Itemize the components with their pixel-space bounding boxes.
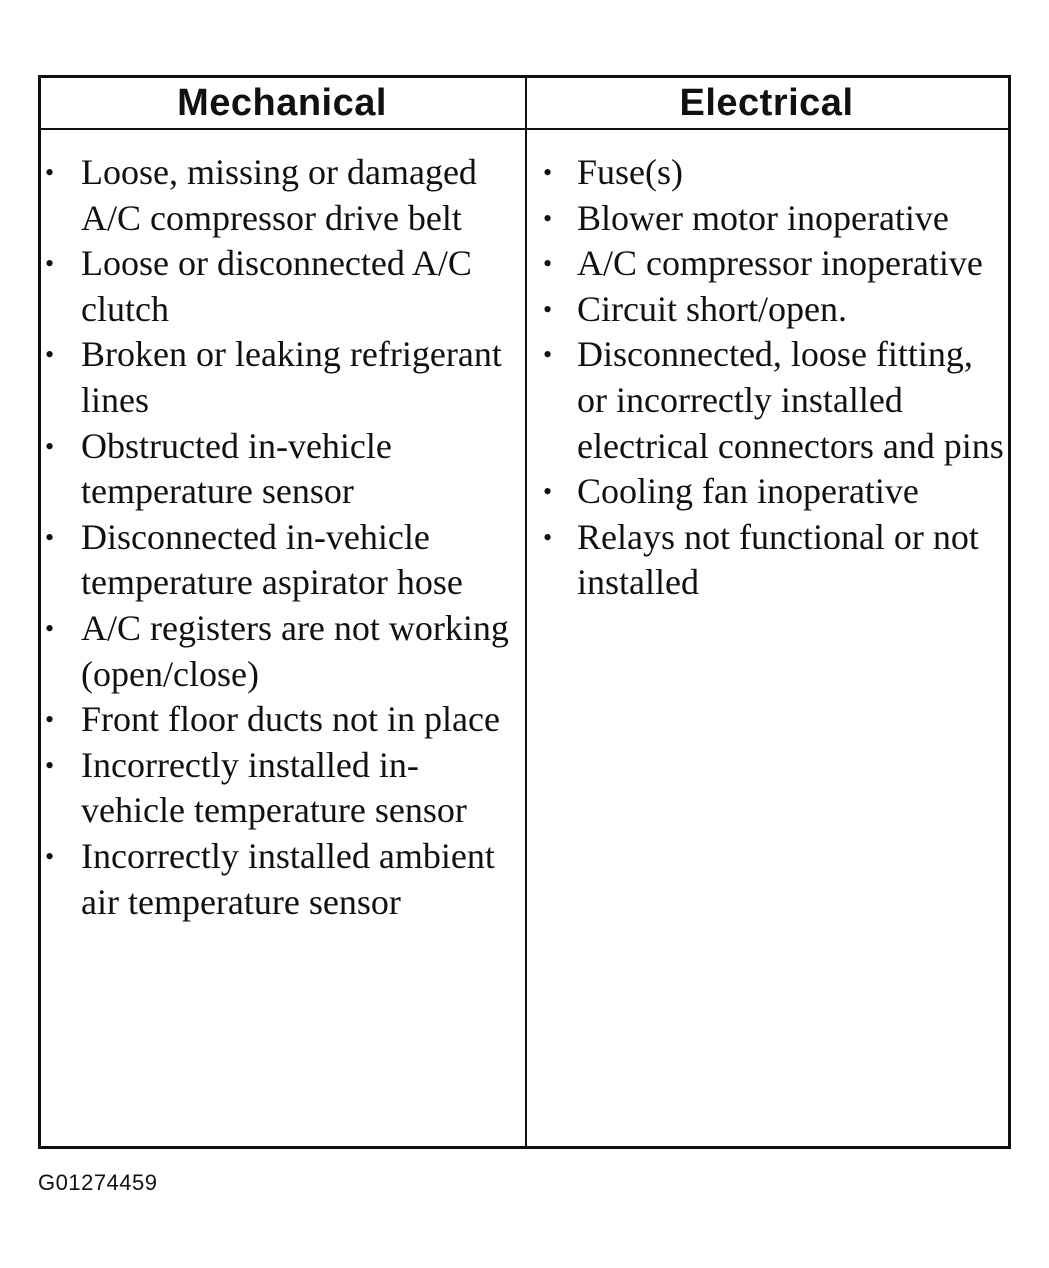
list-item-text: Relays not functional or not installed <box>577 516 979 603</box>
list-item-text: A/C compressor inoperative <box>577 243 983 284</box>
list-item-text: A/C registers are not working (open/close) <box>81 607 509 694</box>
list-item <box>533 469 1008 515</box>
list-item-text: Fuse(s) <box>577 152 683 192</box>
bullet-icon: • <box>45 431 55 461</box>
bullet-icon: • <box>45 841 55 871</box>
list-item <box>533 241 1008 287</box>
list-item <box>533 150 1008 196</box>
list-item <box>41 743 511 834</box>
list-item-text: Cooling fan inoperative <box>577 471 919 512</box>
bullet-icon: • <box>45 705 55 735</box>
column-header-electrical: Electrical <box>679 81 854 124</box>
list-item <box>41 332 511 423</box>
bullet-icon: • <box>543 158 553 187</box>
list-item <box>533 515 1008 606</box>
list-item <box>41 697 511 743</box>
list-item <box>533 287 1008 333</box>
electrical-list <box>533 150 1008 606</box>
list-item-text: Front floor ducts not in place <box>81 699 500 740</box>
bullet-icon: • <box>543 294 553 324</box>
list-item-text: Loose, missing or damaged A/C compressor drive belt <box>81 152 477 238</box>
list-item-text: Blower motor inoperative <box>577 197 949 238</box>
bullet-icon: • <box>45 613 55 643</box>
list-item <box>41 515 511 606</box>
column-divider <box>525 78 527 1146</box>
list-item <box>41 424 511 515</box>
bullet-icon: • <box>45 249 55 279</box>
bullet-icon: • <box>45 750 55 780</box>
bullet-icon: • <box>543 522 553 552</box>
list-item-text: Incorrectly installed in-vehicle temperature sensor <box>81 744 467 831</box>
bullet-icon: • <box>543 340 553 370</box>
bullet-icon: • <box>543 203 553 233</box>
electrical-column <box>533 150 1008 606</box>
bullet-icon: • <box>45 158 55 187</box>
list-item <box>533 332 1008 469</box>
list-item-text: Circuit short/open. <box>577 288 847 329</box>
list-item-text: Obstructed in-vehicle temperature sensor <box>81 425 392 512</box>
list-item-text: Loose or disconnected A/C clutch <box>81 243 472 329</box>
bullet-icon: • <box>543 249 553 279</box>
bullet-icon: • <box>45 340 55 370</box>
figure-id: G01274459 <box>38 1170 158 1195</box>
diagnosis-table <box>38 75 1011 1149</box>
list-item <box>533 196 1008 242</box>
mechanical-list <box>41 150 511 925</box>
list-item-text: Incorrectly installed ambient air temperature sensor <box>81 835 495 922</box>
mechanical-column <box>41 150 511 925</box>
bullet-icon: • <box>543 477 553 507</box>
list-item-text: Disconnected, loose fitting, or incorrectly installed electrical connectors and pins <box>577 334 1004 466</box>
bullet-icon: • <box>45 522 55 552</box>
list-item-text: Disconnected in-vehicle temperature aspirator hose <box>81 516 463 603</box>
list-item <box>41 606 511 697</box>
list-item-text: Broken or leaking refrigerant lines <box>81 334 502 420</box>
list-item <box>41 241 511 332</box>
list-item <box>41 150 511 241</box>
list-item <box>41 834 511 925</box>
column-header-mechanical: Mechanical <box>177 81 387 124</box>
